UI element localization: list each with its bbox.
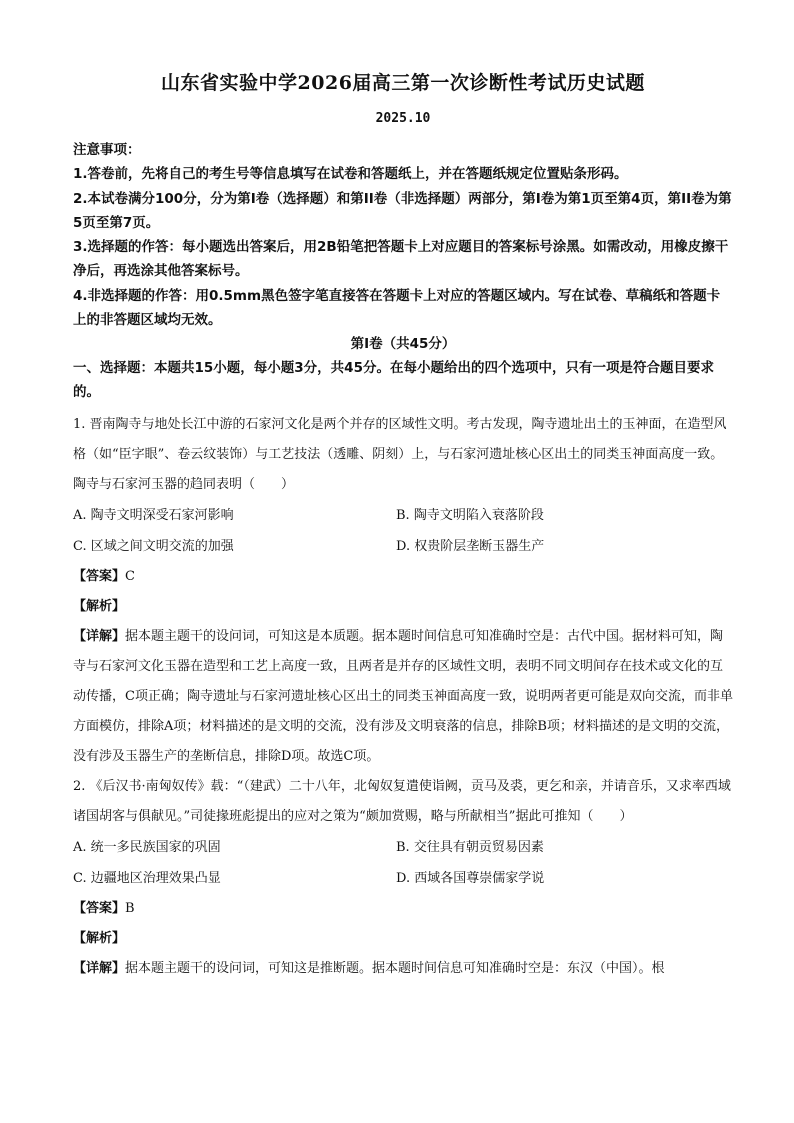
option-d: D. 西域各国尊崇儒家学说 [396, 871, 545, 887]
exam-page [73, 70, 733, 984]
option-c: C. 边疆地区治理效果凸显 [73, 871, 221, 887]
detail-text: 据本题主题干的设问词，可知这是推断题。据本题时间信息可知准确时空是：东汉（中国）。根 [125, 961, 665, 977]
detail-paragraph [73, 954, 733, 984]
part-heading: 一、选择题：本题共15小题，每小题3分，共45分。在每小题给出的四个选项中，只有一项是符合题目要求的。 [73, 360, 714, 401]
exam-date: 2025.10 [375, 111, 431, 126]
analysis-label [73, 592, 733, 622]
detail-label: 【详解】 [73, 961, 126, 977]
question-stem: 1. 晋南陶寺与地处长江中游的石家河文化是两个并存的区域性文明。考古发现，陶寺遗址出土的玉神面，在造型风格（如“臣字眼”、卷云纹装饰）与工艺技法（透雕、阴刻）上，与石家河遗址核心区出土的同类玉神面高度一致。陶寺与石家河玉器的趋同表明（ ） [73, 417, 727, 493]
detail-label: 【详解】 [73, 629, 126, 645]
answer-line [73, 562, 733, 592]
options-grid [73, 832, 733, 894]
question-1 [73, 410, 733, 772]
notice-block [73, 138, 733, 332]
answer-value: C [125, 569, 135, 585]
notice-heading: 注意事项： [73, 142, 141, 158]
notice-item: 3.选择题的作答：每小题选出答案后，用2B铅笔把答题卡上对应题目的答案标号涂黑。如需改动，用橡皮擦干净后，再选涂其他答案标号。 [73, 239, 729, 280]
option-c: C. 区域之间文明交流的加强 [73, 539, 234, 555]
answer-label: 【答案】 [73, 569, 126, 585]
analysis-label-text: 【解析】 [73, 599, 126, 615]
options-grid [73, 500, 733, 562]
option-a: A. 统一多民族国家的巩固 [73, 840, 221, 856]
detail-text: 据本题主题干的设问词，可知这是本质题。据本题时间信息可知准确时空是：古代中国。据材料可知，陶寺与石家河文化玉器在造型和工艺上高度一致，且两者是并存的区域性文明，表明不同文明间存在技术或文化的互动传播，C项正确；陶寺遗址与石家河遗址核心区出土的同类玉神面高度一致，说明两者更可能是双向交流，而非单方面模仿，排除A项；材料描述的是文明的交流，没有涉及文明衰落的信息，排除B项；材料描述的是文明的交流，没有涉及玉器生产的垄断信息，排除D项。故选C项。 [73, 629, 733, 765]
answer-value: B [125, 901, 135, 917]
question-stem: 2. 《后汉书·南匈奴传》载：“（建武）二十八年，北匈奴复遣使诣阙，贡马及裘，更乞和亲，并请音乐，又求率西域诸国胡客与俱献见。”司徒掾班彪提出的应对之策为“颇加赏赐，略与所献相当”据此可推知（ ） [73, 779, 731, 825]
notice-item: 2.本试卷满分100分，分为第I卷（选择题）和第II卷（非选择题）两部分，第I卷为第1页至第4页，第II卷为第5页至第7页。 [73, 190, 732, 231]
answer-line [73, 894, 733, 924]
exam-title: 山东省实验中学2026届高三第一次诊断性考试历史试题 [161, 72, 645, 94]
option-b: B. 陶寺文明陷入衰落阶段 [396, 508, 544, 524]
question-2 [73, 772, 733, 984]
analysis-label-text: 【解析】 [73, 931, 126, 947]
notice-item: 4.非选择题的作答：用0.5mm黑色签字笔直接答在答题卡上对应的答题区域内。写在试卷、草稿纸和答题卡上的非答题区域均无效。 [73, 287, 721, 329]
option-b: B. 交往具有朝贡贸易因素 [396, 840, 544, 856]
notice-item: 1.答卷前，先将自己的考生号等信息填写在试卷和答题纸上，并在答题纸规定位置贴条形码。 [73, 166, 628, 183]
option-d: D. 权贵阶层垄断玉器生产 [396, 539, 545, 555]
section-heading: 第I卷（共45分） [350, 336, 456, 353]
analysis-label [73, 924, 733, 954]
answer-label: 【答案】 [73, 901, 126, 917]
option-a: A. 陶寺文明深受石家河影响 [73, 508, 234, 524]
detail-paragraph [73, 622, 733, 772]
